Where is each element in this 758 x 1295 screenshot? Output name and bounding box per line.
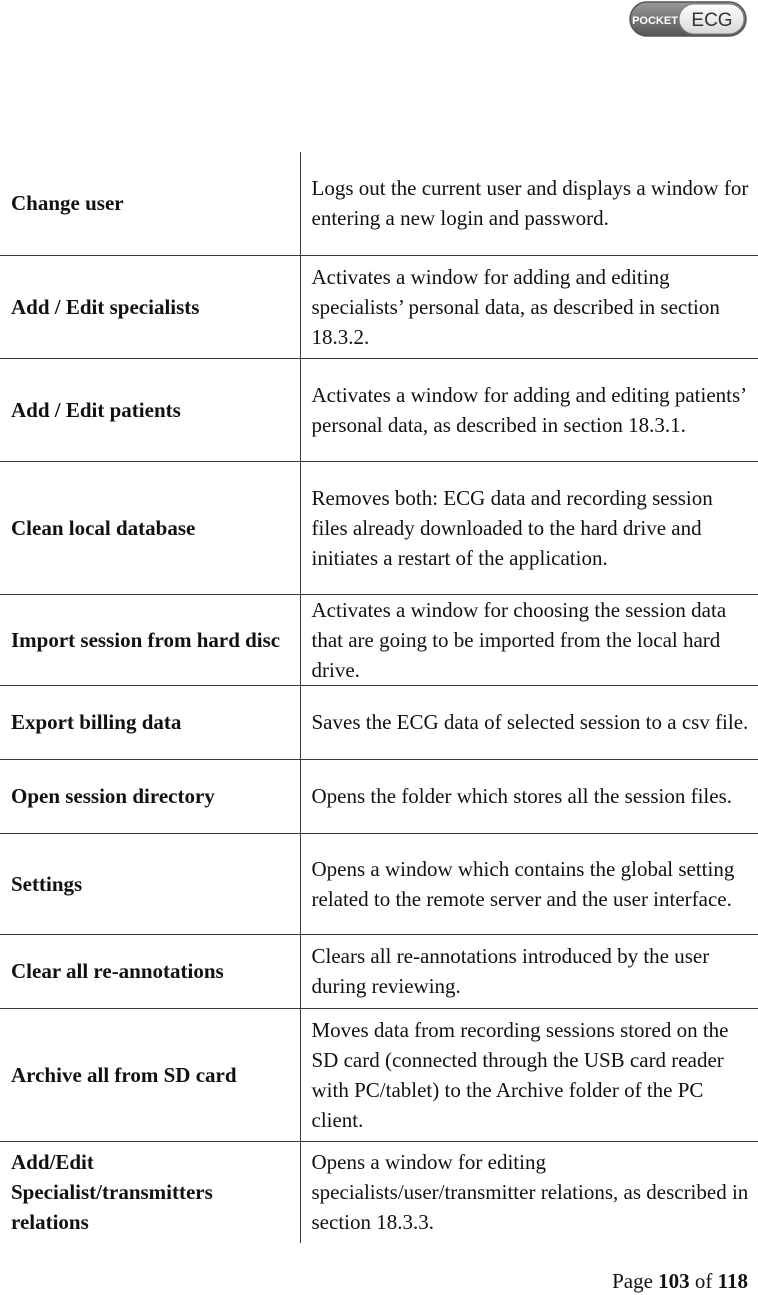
option-name: Add / Edit patients — [0, 358, 300, 461]
option-name: Change user — [11, 191, 124, 216]
logo-word-right: ECG — [691, 10, 733, 31]
logo-word-left: POCKET — [632, 15, 678, 27]
table-row — [0, 152, 758, 255]
table-row — [0, 759, 758, 833]
table-row — [0, 594, 758, 685]
option-description: Activates a window for adding and editing specialists’ personal data, as described in section 18.3.2. — [300, 255, 758, 358]
option-name: Archive all from SD card — [0, 1008, 300, 1141]
of-word: of — [694, 1269, 713, 1293]
option-name: Clear all re-annotations — [0, 934, 300, 1008]
option-name: Settings — [0, 833, 300, 934]
table-row — [0, 255, 758, 358]
option-description: Activates a window for choosing the session data that are going to be imported from the local hard drive. — [300, 594, 758, 685]
option-name: Clean local database — [0, 461, 300, 594]
option-name: Export billing data — [0, 685, 300, 759]
current-page: 103 — [658, 1269, 690, 1293]
table-row — [0, 934, 758, 1008]
table-row — [0, 685, 758, 759]
table-row — [0, 1141, 758, 1243]
option-description: Saves the ECG data of selected session to a csv file. — [300, 685, 758, 759]
total-pages: 118 — [717, 1269, 748, 1293]
table-row — [0, 461, 758, 594]
pocket-ecg-logo — [629, 1, 747, 37]
option-description: Removes both: ECG data and recording session files already downloaded to the hard drive and initiates a restart of the application. — [300, 461, 758, 594]
table-row — [0, 358, 758, 461]
option-name: Add / Edit specialists — [0, 255, 300, 358]
table-body — [0, 152, 758, 1243]
option-description: Opens the folder which stores all the session files. — [300, 759, 758, 833]
table-row — [0, 1008, 758, 1141]
option-description: Clears all re-annotations introduced by the user during reviewing. — [300, 934, 758, 1008]
option-description: Moves data from recording sessions stored on the SD card (connected through the USB card reader with PC/tablet) to the Archive folder of the PC client. — [300, 1008, 758, 1141]
page-footer — [612, 1268, 748, 1294]
menu-options-table — [0, 152, 758, 1243]
option-description: Logs out the current user and displays a window for entering a new login and password. — [300, 152, 758, 255]
option-name: Import session from hard disc — [0, 594, 300, 685]
option-description: Opens a window for editing specialists/user/transmitter relations, as described in section 18.3.3. — [300, 1141, 758, 1243]
option-name: Open session directory — [0, 759, 300, 833]
option-description: Opens a window which contains the global setting related to the remote server and the user interface. — [300, 833, 758, 934]
table-row — [0, 833, 758, 934]
option-description: Activates a window for adding and editing patients’ personal data, as described in section 18.3.1. — [300, 358, 758, 461]
page-word: Page — [612, 1269, 653, 1293]
option-name: Add/Edit Specialist/transmitters relations — [0, 1141, 300, 1243]
